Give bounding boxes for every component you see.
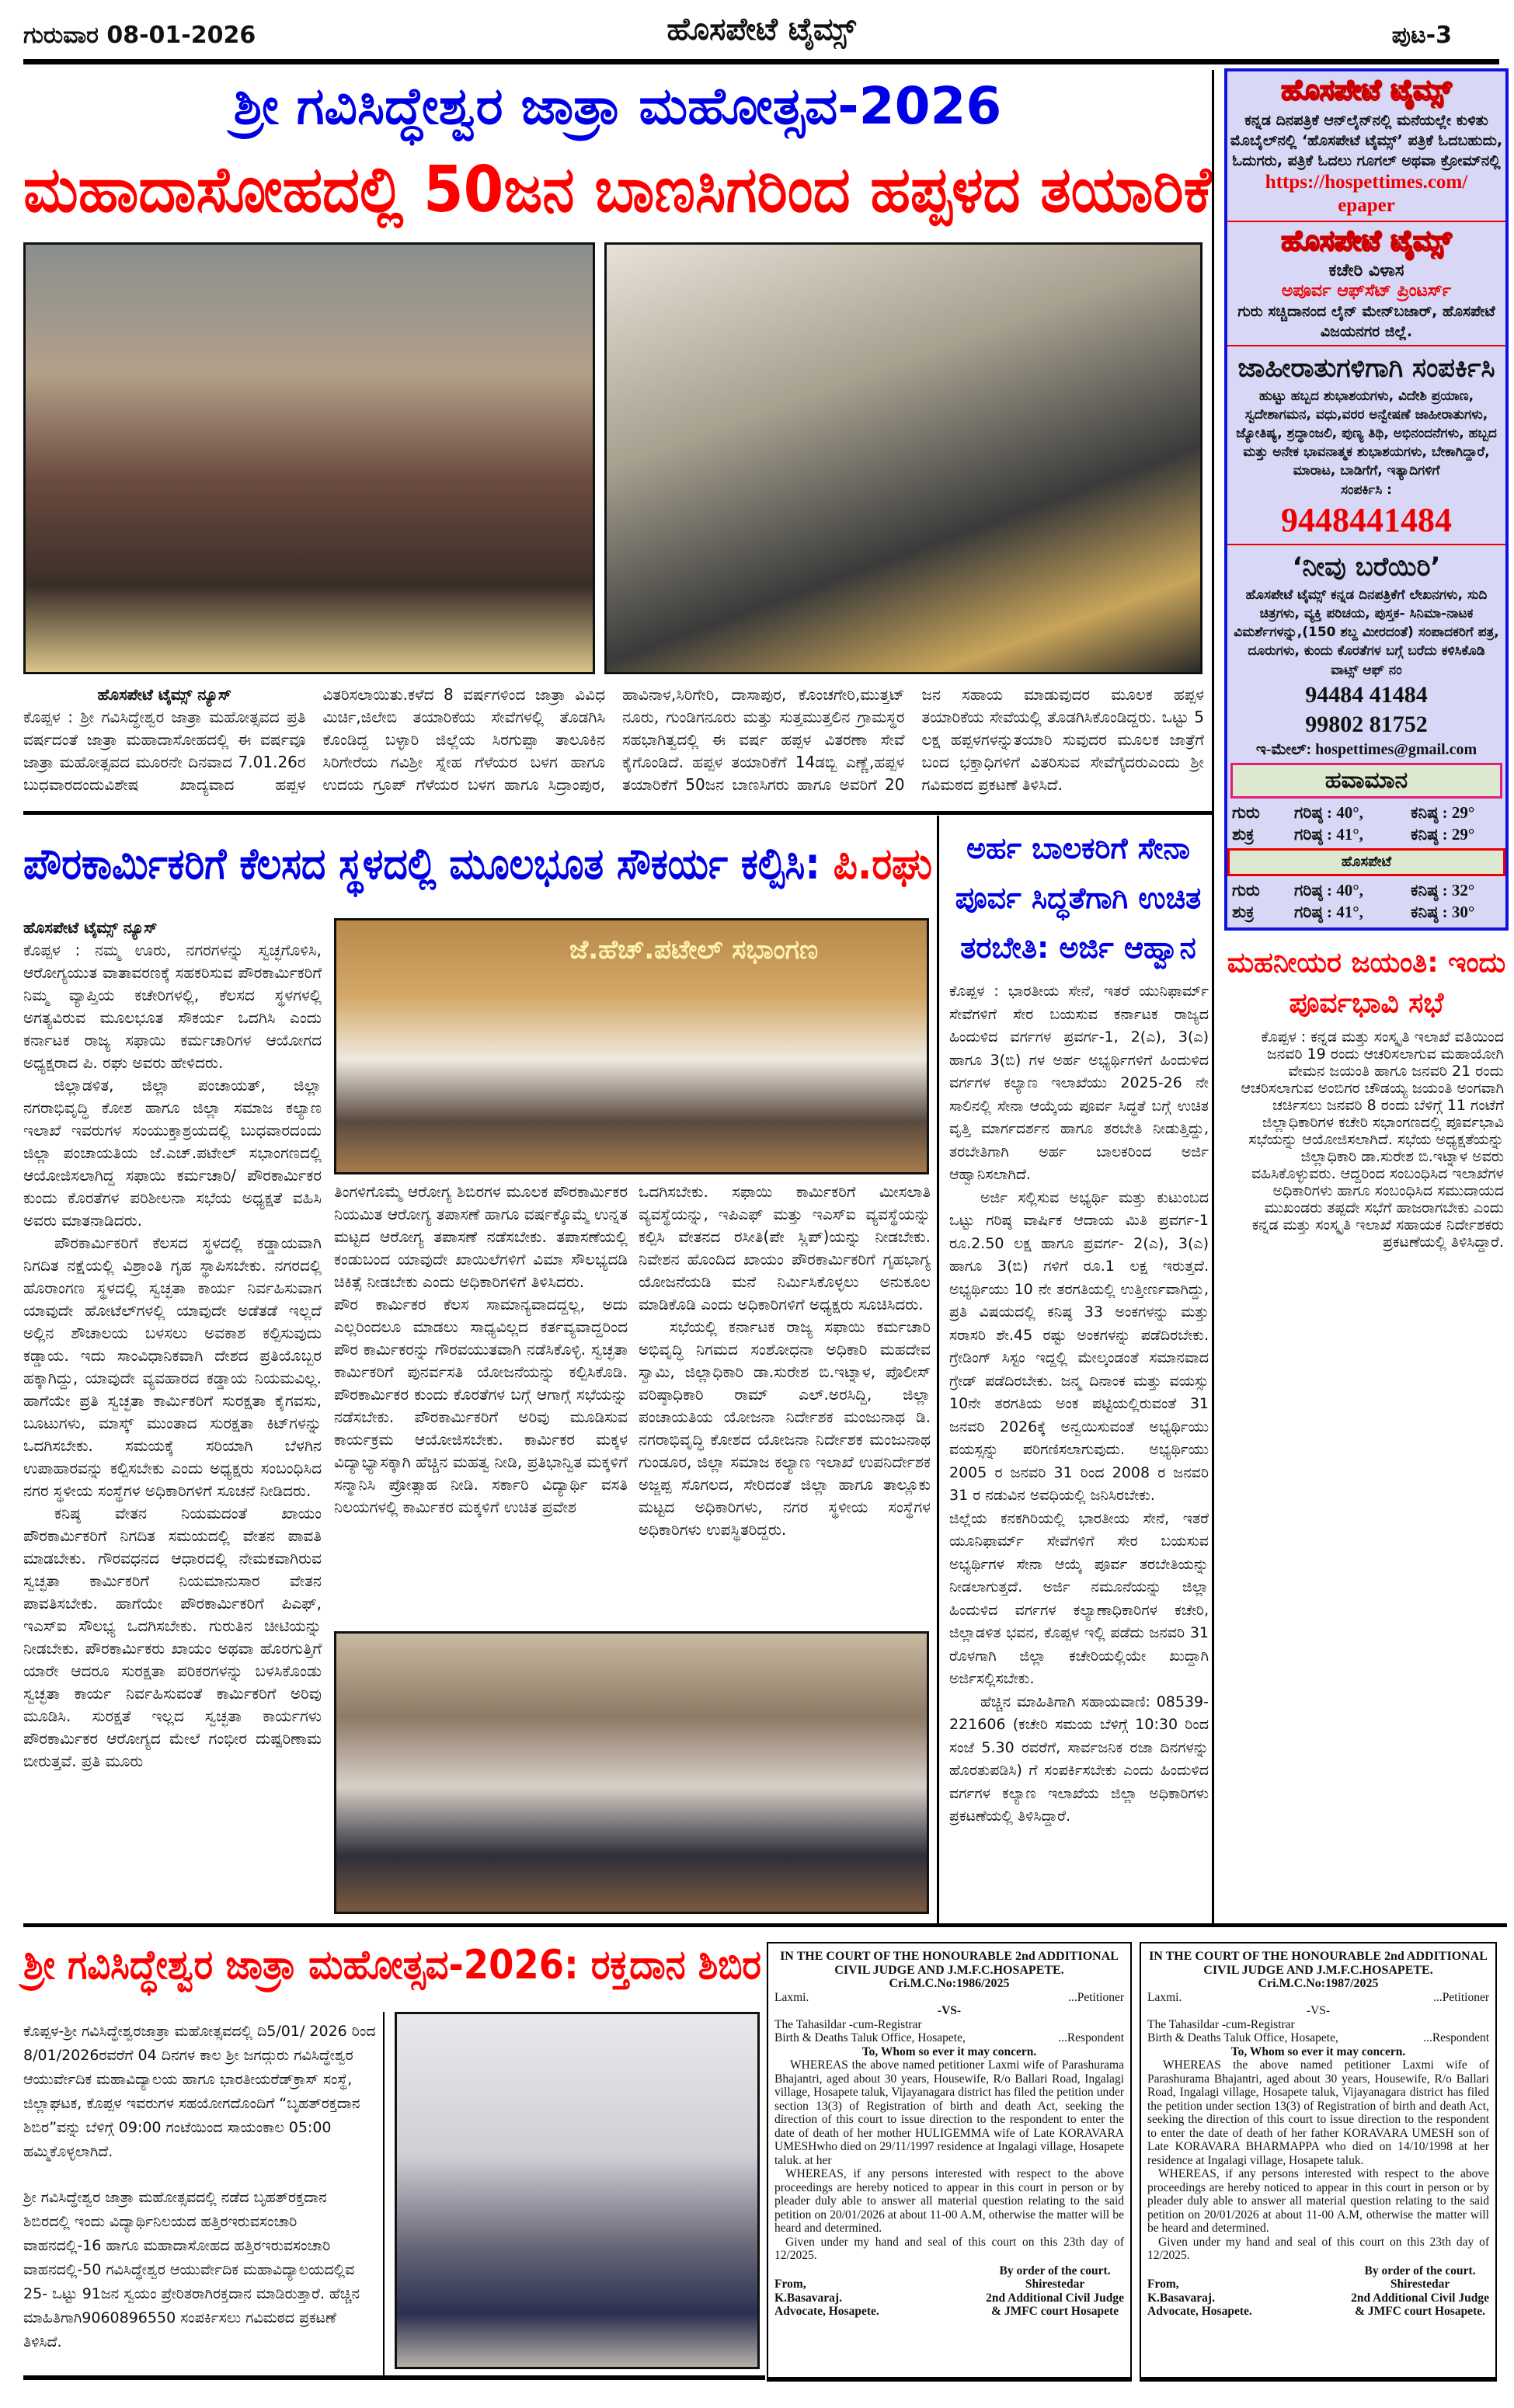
advocate-place: Advocate, Hosapete. — [774, 2305, 879, 2318]
sanitation-col1 — [23, 917, 322, 1773]
order-line: By order of the court. — [999, 2264, 1111, 2278]
petitioner-role: ...Petitioner — [1433, 1990, 1489, 2004]
section-rule — [23, 811, 1212, 815]
ads-phone: 9448441484 — [1281, 501, 1452, 539]
divider — [1227, 221, 1505, 222]
weather-table — [1227, 802, 1505, 845]
weather-day: ಗುರು — [1232, 881, 1260, 900]
sanitation-col2 — [334, 1181, 628, 1519]
issue-date: ಗುರುವಾರ 08-01-2026 — [23, 22, 256, 49]
whatsapp-phone-2: 99802 81752 — [1305, 712, 1428, 737]
case-number: Cri.M.C.No:1986/2025 — [889, 1977, 1010, 1990]
weather-min: ಕನಿಷ್ಠ : 29° — [1411, 825, 1475, 844]
weather-day: ಶುಕ್ರ — [1232, 903, 1255, 921]
write-to-us-text: ಹೊಸಪೇಟೆ ಟೈಮ್ಸ್ ಕನ್ನಡ ದಿನಪತ್ರಿಕೆಗೆ ಲೇಖನಗಳು, ಸುದಿ ಚಿತ್ರಗಳು, ವ್ಯಕ್ತಿ ಪರಿಚಯ, ಪುಸ್ತಕ- ಸಿನಿಮಾ-ನಾಟಕ ವಿಮರ್ಶೆಗಳನ್ನು,(150 ಶಬ್ದ ಮೀರದಂತೆ) ಸಂಪಾದಕರಿಗೆ ಪತ್ರ, ದೂರುಗಳು, ಕುಂದು ಕೊರತೆಗಳ ಬಗ್ಗೆ ಬರೆದು ಕಳಿಸಿಕೊಡಿ — [1234, 587, 1499, 659]
court-name: IN THE COURT OF THE HONOURABLE 2nd ADDITIONAL CIVIL JUDGE AND J.M.F.C.HOSAPETE. — [1149, 1950, 1488, 1977]
from-label: From, — [1147, 2278, 1179, 2291]
lead-headline: ಮಹಾದಾಸೋಹದಲ್ಲಿ 50ಜನ ಬಾಣಸಿಗರಿಂದ ಹಪ್ಪಳದ ತಯಾರಿಕೆ — [23, 153, 1212, 227]
respondent-role: ...Respondent — [1423, 2031, 1489, 2044]
paragraph: ಶ್ರೀ ಗವಿಸಿದ್ಧೇಶ್ವರ ಜಾತ್ರಾ ಮಹೋತ್ಸವದಲ್ಲಿ ನಡೆದ ಬೃಹತ್‌ರಕ್ತದಾನ ಶಿಬಿರದಲ್ಲಿ ಇಂದು ವಿದ್ಯಾರ್ಥಿನಿಲಯದ ಹತ್ತಿರಇರುವಸಂಚಾರಿ ವಾಹನದಲ್ಲಿ-16 ಹಾಗೂ ಮಹಾದಾಸೋಹದ ಹತ್ತಿರಇರುವಸಂಚಾರಿ ವಾಹನದಲ್ಲಿ-50 ಗವಿಸಿದ್ಧೇಶ್ವರ ಆಯುರ್ವೇದಿಕ ಮಹಾವಿದ್ಯಾಲಯದಲ್ಲಿವ 25- ಒಟ್ಟು 91ಜನ ಸ್ವಯಂ ಪ್ರೇರಿತರಾಗಿರಕ್ತದಾನ ಮಾಡಿರುತ್ತಾರೆ. ಹೆಚ್ಚಿನ ಮಾಹಿತಿಗಾಗಿ9060896550 ಸಂಪರ್ಕಿಸಲು ಗವಿಮಠದ ಪ್ರಕಟಣೆ ತಿಳಿಸಿದೆ. — [23, 2189, 360, 2351]
respondent-role: ...Respondent — [1058, 2031, 1124, 2044]
jayanti-headline: ಮಹನೀಯರ ಜಯಂತಿ: ಇಂದು ಪೂರ್ವಭಾವಿ ಸಭೆ — [1227, 947, 1506, 1019]
versus: -VS- — [937, 2004, 962, 2017]
from-label: From, — [774, 2278, 806, 2291]
court-name: IN THE COURT OF THE HONOURABLE 2nd ADDITIONAL CIVIL JUDGE AND J.M.F.C.HOSAPETE. — [780, 1950, 1119, 1977]
paragraph: ಕನಿಷ್ಠ ವೇತನ ನಿಯಮದಂತೆ ಖಾಯಂ ಪೌರಕಾರ್ಮಿಕರಿಗೆ ನಿಗದಿತ ಸಮಯದಲ್ಲಿ ವೇತನ ಪಾವತಿ ಮಾಡಬೇಕು. ಗೌರವಧನದ ಆಧಾರದಲ್ಲಿ ನೇಮಕವಾಗಿರುವ ಸ್ವಚ್ಛತಾ ಕಾರ್ಮಿಕರಿಗೆ ನಿಯಮಾನುಸಾರ ವೇತನ ಪಾವತಿಸಬೇಕು. ಹಾಗೆಯೇ ಪೌರಕಾರ್ಮಿಕರಿಗೆ ಪಿಎಫ್, ಇಎಸ್‌ಐ ಸೌಲಭ್ಯ ಒದಗಿಸಬೇಕು. ಗುರುತಿನ ಚೀಟಿಯನ್ನು ನೀಡಬೇಕು. ಪೌರಕಾರ್ಮಿಕರು ಖಾಯಂ ಅಥವಾ ಹೊರಗುತ್ತಿಗೆ ಯಾರೇ ಆದರೂ ಸುರಕ್ಷತಾ ಪರಿಕರಗಳನ್ನು ಬಳಸಿಕೊಂಡು ಸ್ವಚ್ಛತಾ ಕಾರ್ಯ ನಿರ್ವಹಿಸುವಂತೆ ಕಾರ್ಮಿಕರಿಗೆ ಅರಿವು ಮೂಡಿಸಿ. ಸುರಕ್ಷತೆ ಇಲ್ಲದ ಸ್ವಚ್ಛತಾ ಕಾರ್ಯಗಳು ಪೌರಕಾರ್ಮಿಕರ ಆರೋಗ್ಯದ ಮೇಲೆ ಗಂಭೀರ ದುಷ್ಪರಿಣಾಮ ಬೀರುತ್ತವೆ. ಪ್ರತಿ ಮೂರು — [23, 1504, 322, 1770]
paragraph: ಪೌರಕಾರ್ಮಿಕರಿಗೆ ಕೆಲಸದ ಸ್ಥಳದಲ್ಲಿ ಕಡ್ಡಾಯವಾಗಿ ನಿಗದಿತ ನಕ್ಷೆಯಲ್ಲಿ ವಿಶ್ರಾಂತಿ ಗೃಹ ಸ್ಥಾಪಿಸಬೇಕು. ನಗರದಲ್ಲಿ ಹೊರಾಂಗಣ ಸ್ಥಳದಲ್ಲಿ ಸ್ವಚ್ಛತಾ ಕಾರ್ಯ ನಿರ್ವಹಿಸುವಾಗ ಯಾವುದೇ ಹೋಟೆಲ್‌ಗಳಲ್ಲಿ ಯಾವುದೇ ಅಡೆತಡೆ ಇಲ್ಲದೆ ಅಲ್ಲಿನ ಶೌಚಾಲಯ ಬಳಸಲು ಅವಕಾಶ ಕಲ್ಪಿಸುವುದು ಕಡ್ಡಾಯ. ಇದು ಸಾಂವಿಧಾನಿಕವಾಗಿ ದೇಶದ ಪ್ರತಿಯೊಬ್ಬರ ಹಕ್ಕಾಗಿದ್ದು, ಯಾವುದೇ ವ್ಯವಹಾರದ ಕಡ್ಡಾಯ ನಿಯಮವಿಲ್ಲ. ಹಾಗೆಯೇ ಪ್ರತಿ ಸ್ವಚ್ಛತಾ ಕಾರ್ಮಿಕರಿಗೆ ಸುರಕ್ಷತಾ ಕೈಗವಸು, ಬೂಟುಗಳು, ಮಾಸ್ಕ್ ಮುಂತಾದ ಸುರಕ್ಷತಾ ಕಿಟ್‌ಗಳನ್ನು ಒದಗಿಸಬೇಕು. ಸಮಯಕ್ಕೆ ಸರಿಯಾಗಿ ಬೆಳಗಿನ ಉಪಾಹಾರವನ್ನು ಕಲ್ಪಿಸಬೇಕು ಎಂದು ಅಧ್ಯಕ್ಷರು ಸಂಬಂಧಿಸಿದ ನಗರ ಸ್ಥಳೀಯ ಸಂಸ್ಥೆಗಳ ಅಧಿಕಾರಿಗಳಿಗೆ ಸೂಚನೆ ನೀಡಿದರು. — [23, 1234, 322, 1500]
weather-max: ಗರಿಷ್ಠ : 41°, — [1294, 825, 1363, 844]
bottom-rule — [23, 2375, 765, 2380]
divider — [1227, 544, 1505, 545]
weather-row — [1227, 802, 1505, 823]
paragraph: WHEREAS the above named petitioner Laxmi wife of Parashurama Bhajantri, aged about 30 years, Housewife, R/o Ballari Road, Ingalagi village, Hosapete taluk, Vijayanagara district has filed the petition under section 13(3) of Registration of birth and death Act, seeking the direction of this court to issue direction to the respondent to enter the date of death of her mother HULIGEMMA wife of Late KORAVARA UMESHwho died on 29/11/1997 residence at Ingalagi village, Hosapete taluk. at her — [774, 2058, 1124, 2167]
printer-name: ಅಪೂರ್ವ ಆಫ್‌ಸೆಟ್ ಪ್ರಿಂಟರ್ಸ್ — [1281, 281, 1452, 301]
army-headline: ಅರ್ಹ ಬಾಲಕರಿಗೆ ಸೇನಾ ಪೂರ್ವ ಸಿದ್ಧತೆಗಾಗಿ ಉಚಿತ ತರಬೇತಿ: ಅರ್ಜಿ ಆಹ್ವಾನ — [955, 831, 1202, 965]
lead-article-body — [23, 684, 1204, 806]
court-notice-2 — [1140, 1942, 1497, 2382]
weather-day: ಶುಕ್ರ — [1232, 825, 1255, 844]
sanitation-byline: ಹೊಸಪೇಟೆ ಟೈಮ್ಸ್ ನ್ಯೂಸ್ — [23, 918, 158, 937]
weather-max: ಗರಿಷ್ಠ : 40°, — [1294, 803, 1363, 822]
blood-camp-body — [23, 2020, 377, 2354]
weather-min: ಕನಿಷ್ಠ : 32° — [1411, 881, 1475, 900]
divider — [1227, 345, 1505, 346]
court-notice-1 — [767, 1942, 1132, 2382]
sanitation-headline-name: ಪಿ.ರಘು — [833, 839, 932, 889]
weather-min: ಕನಿಷ್ಠ : 29° — [1411, 803, 1475, 822]
weather-min: ಕನಿಷ್ಠ : 30° — [1411, 903, 1475, 921]
petitioner-role: ...Petitioner — [1068, 1990, 1124, 2004]
weather-row — [1227, 879, 1505, 901]
respondent-office: Birth & Deaths Taluk Office, Hosapete, — [1147, 2031, 1338, 2044]
salutation: To, Whom so ever it may concern. — [861, 2044, 1037, 2058]
weather-max: ಗರಿಷ್ಠ : 40°, — [1294, 881, 1363, 900]
weather-city-table — [1227, 879, 1505, 923]
photo-banner-text: ಜೆ.ಹೆಚ್.ಪಟೇಲ್ ಸಭಾಂಗಣ — [569, 934, 819, 966]
sanitation-headline — [23, 830, 932, 900]
weather-city: ಹೊಸಪೇಟೆ — [1227, 848, 1505, 876]
paragraph: WHEREAS, if any persons interested with respect to the above proceedings are hereby noticed to appear in this court in person or by pleader duly able to answer all material question relating to the said petition on 20/01/2026 at about 11-00 A.M, otherwise the matter will be heard and determined. — [774, 2167, 1124, 2235]
petitioner: Laxmi. — [774, 1990, 809, 2004]
paragraph: ಜಿಲ್ಲೆಯ ಕನಕಗಿರಿಯಲ್ಲಿ ಭಾರತೀಯ ಸೇನೆ, ಇತರೆ ಯೂನಿಫಾರ್ಮ್ ಸೇವೆಗಳಿಗೆ ಸೇರ ಬಯಸುವ ಅಭ್ಯರ್ಥಿಗಳ ಸೇನಾ ಆಯ್ಕೆ ಪೂರ್ವ ತರಬೇತಿಯನ್ನು ನೀಡಲಾಗುತ್ತದೆ. ಅರ್ಜಿ ನಮೂನೆಯನ್ನು ಜಿಲ್ಲಾ ಹಿಂದುಳಿದ ವರ್ಗಗಳ ಕಲ್ಯಾಣಾಧಿಕಾರಿಗಳ ಕಚೇರಿ, ಜಿಲ್ಲಾಡಳಿತ ಭವನ, ಕೊಪ್ಪಳ ಇಲ್ಲಿ ಪಡೆದು ಜನವರಿ 31 ರೊಳಗಾಗಿ ಜಿಲ್ಲಾ ಕಚೇರಿಯಲ್ಲಿಯೇ ಖುದ್ದಾಗಿ ಅರ್ಜಿಸಲ್ಲಿಸಬೇಕು. — [949, 1509, 1209, 1687]
paragraph: Given under my hand and seal of this court on this 23th day of 12/2025. — [774, 2235, 1124, 2262]
office-address: ಗುರು ಸಚ್ಚಿದಾನಂದ ಲೈನ್ ಮೇನ್‌ಬಜಾರ್, ಹೊಸಪೇಟೆ ವಿಜಯನಗರ ಜಿಲ್ಲೆ. — [1237, 303, 1495, 340]
respondent: The Tahasildar -cum-Registrar — [1147, 2017, 1295, 2031]
paragraph: ಕೊಪ್ಪಳ : ನಮ್ಮ ಊರು, ನಗರಗಳನ್ನು ಸ್ವಚ್ಛಗೊಳಿಸಿ, ಆರೋಗ್ಯಯುತ ವಾತಾವರಣಕ್ಕೆ ಸಹಕರಿಸುವ ಪೌರಕಾರ್ಮಿಕರಿಗೆ ನಿಮ್ಮ ವ್ಯಾಪ್ತಿಯ ಕಚೇರಿಗಳಲ್ಲಿ, ಕೆಲಸದ ಸ್ಥಳಗಳಲ್ಲಿ ಅಗತ್ಯವಿರುವ ಮೂಲಭೂತ ಸೌಕರ್ಯ ಒದಗಿಸಿ ಎಂದು ಕರ್ನಾಟಕ ರಾಜ್ಯ ಸಫಾಯಿ ಕರ್ಮಚಾರಿಗಳ ಆಯೋಗದ ಅಧ್ಯಕ್ಷರಾದ ಪಿ. ರಘು ಅವರು ಹೇಳಿದರು. — [23, 941, 322, 1072]
paragraph: WHEREAS the above named petitioner Laxmi wife of Parashurama Bhajantri, aged about 30 years, Housewife, R/o Ballari Road, Ingalagi village, Hosapete taluk, Vijayanagara district has filed the petition under section 13(3) of Registration of birth and death Act, seeking the direction of this court to issue direction to the respondent to enter the date of death of her father KORAVARA UMESH son of Late KORAVARA BHARMAPPA who died on 14/10/1998 at her residence at Ingalagi village, Hosapete taluk. — [1147, 2058, 1489, 2167]
weather-row — [1227, 901, 1505, 923]
photo-papad-making-women — [23, 242, 595, 674]
paragraph: ಒದಗಿಸಬೇಕು. ಸಫಾಯಿ ಕಾರ್ಮಿಕರಿಗೆ ಮೀಸಲಾತಿ ವ್ಯವಸ್ಥೆಯನ್ನು, ಇಪಿಎಫ್ ಮತ್ತು ಇಎಸ್‌ಐ ವ್ಯವಸ್ಥೆಯನ್ನು ಕಲ್ಪಿಸಿ ವೇತನದ ರಸೀತಿ(ಪೇ ಸ್ಲಿಪ್)ಯನ್ನು ನೀಡಬೇಕು. ನಿವೇಶನ ಹೊಂದಿದ ಖಾಯಂ ಪೌರಕಾರ್ಮಿಕರಿಗೆ ಗೃಹಭಾಗ್ಯ ಯೋಜನೆಯಡಿ ಮನೆ ನಿರ್ಮಿಸಿಕೊಳ್ಳಲು ಅನುಕೂಲ ಮಾಡಿಕೊಡಿ ಎಂದು ಅಧಿಕಾರಿಗಳಿಗೆ ಅಧ್ಯಕ್ಷರು ಸೂಚಿಸಿದರು. — [639, 1182, 931, 1314]
ads-title: ಜಾಹೀರಾತುಗಳಿಗಾಗಿ ಸಂಪರ್ಕಿಸಿ — [1237, 353, 1495, 384]
epaper-link[interactable]: https://hospettimes.com/ — [1265, 172, 1468, 193]
order-line: By order of the court. — [1364, 2264, 1476, 2278]
army-article-body — [949, 980, 1209, 1829]
signatory: Shirestedar — [1025, 2278, 1085, 2291]
column-divider — [383, 2012, 385, 2377]
whatsapp-label: ವಾಟ್ಸ್ ಆಫ್ ನಂ — [1331, 663, 1402, 678]
sidebar-info-panel — [1224, 68, 1509, 931]
column-divider — [937, 816, 939, 1926]
versus: -VS- — [1306, 2004, 1331, 2017]
advocate-name: K.Basavaraj. — [774, 2291, 842, 2305]
paragraph: ಪೌರ ಕಾರ್ಮಿಕರ ಕೆಲಸ ಸಾಮಾನ್ಯವಾದದ್ದಲ್ಲ, ಅದು ಎಲ್ಲರಿಂದಲೂ ಮಾಡಲು ಸಾಧ್ಯವಿಲ್ಲದ ಕರ್ತವ್ಯವಾದ್ದರಿಂದ ಪೌರ ಕಾರ್ಮಿಕರನ್ನು ಗೌರವಯುತವಾಗಿ ನಡೆಸಿಕೊಳ್ಳಿ. ಸ್ವಚ್ಛತಾ ಕಾರ್ಮಿಕರಿಗೆ ಪುನರ್ವಸತಿ ಯೋಜನೆಯನ್ನು ಕಲ್ಪಿಸಿಕೊಡಿ. ಪೌರಕಾರ್ಮಿಕರ ಕುಂದು ಕೊರತೆಗಳ ಬಗ್ಗೆ ಆಗಾಗ್ಗೆ ಸಭೆಯನ್ನು ನಡೆಸಬೇಕು. ಪೌರಕಾರ್ಮಿಕರಿಗೆ ಅರಿವು ಮೂಡಿಸುವ ಕಾರ್ಯಕ್ರಮ ಆಯೋಜಿಸಬೇಕು. ಕಾರ್ಮಿಕರ ಮಕ್ಕಳ ವಿದ್ಯಾಭ್ಯಾಸಕ್ಕಾಗಿ ಹೆಚ್ಚಿನ ಮಹತ್ವ ನೀಡಿ, ಪ್ರತಿಭಾನ್ವಿತ ಮಕ್ಕಳಿಗೆ ಸನ್ಮಾನಿಸಿ ಪ್ರೋತ್ಸಾಹ ನೀಡಿ. ಸರ್ಕಾರಿ ವಿದ್ಯಾರ್ಥಿ ವಸತಿ ನಿಲಯಗಳಲ್ಲಿ ಕಾರ್ಮಿಕರ ಮಕ್ಕಳಿಗೆ ಉಚಿತ ಪ್ರವೇಶ — [334, 1295, 628, 1516]
lead-body-text: ಕೊಪ್ಪಳ : ಶ್ರೀ ಗವಿಸಿದ್ಧೇಶ್ವರ ಜಾತ್ರಾ ಮಹೋತ್ಸವದ ಪ್ರತಿ ವರ್ಷದಂತೆ ಜಾತ್ರಾ ಮಹಾದಾಸೋಹದಲ್ಲಿ ಈ ವರ್ಷವೂ ಜಾತ್ರಾ ಮಹೋತ್ಸವದ ಮೂರನೇ ದಿನವಾದ 7.01.26ರ ಬುಧವಾರದಂದುವಿಶೇಷ ಖಾದ್ಯವಾದ ಹಪ್ಪಳ ವಿತರಿಸಲಾಯಿತು.ಕಳೆದ 8 ವರ್ಷಗಳಿಂದ ಜಾತ್ರಾ ವಿವಿಧ ಮಿರ್ಚಿ,ಜಿಲೇಬಿ ತಯಾರಿಕೆಯ ಸೇವೆಗಳಲ್ಲಿ ತೊಡಗಿಸಿ ಕೊಂಡಿದ್ದ ಬಳ್ಳಾರಿ ಜಿಲ್ಲೆಯ ಸಿರಗುಪ್ಪಾ ತಾಲೂಕಿನ ಸಿರಿಗೇರೆಯ ಗವಿಶ್ರೀ ಸ್ನೇಹ ಗೆಳೆಯರ ಬಳಗ ಹಾಗೂ ಉದಯ ಗ್ರೂಪ್ ಗೆಳೆಯರ ಬಳಗ ಹಾಗೂ ಸಿದ್ರಾಂಪುರ, ಹಾವಿನಾಳ,ಸಿರಿಗೇರಿ, ದಾಸಾಪುರ, ಕೊಂಚಗೇರಿ,ಮುತ್ತಟ್ ನೂರು, ಗುಂಡಿಗನೂರು ಮತ್ತು ಸುತ್ತಮುತ್ತಲಿನ ಗ್ರಾಮಸ್ಥರ ಸಹಭಾಗಿತ್ವದಲ್ಲಿ ಈ ವರ್ಷ ಹಪ್ಪಳ ವಿತರಣಾ ಸೇವೆ ಕೈಗೊಂಡಿದೆ. ಹಪ್ಪಳ ತಯಾರಿಕೆಗೆ 14ಡಬ್ಬಿ ಎಣ್ಣೆ,ಹಪ್ಪಳ ತಯಾರಿಕೆಗೆ 50ಜನ ಬಾಣಸಿಗರು ಹಾಗೂ ಅವರಿಗೆ 20 ಜನ ಸಹಾಯ ಮಾಡುವುದರ ಮೂಲಕ ಹಪ್ಪಳ ತಯಾರಿಕೆಯ ಸೇವೆಯಲ್ಲಿ ತೊಡಗಿಸಿಕೊಂಡಿದ್ದರು. ಒಟ್ಟು 5 ಲಕ್ಷ ಹಪ್ಪಳಗಳನ್ನುತಯಾರಿ ಸುವುದರ ಮೂಲಕ ಜಾತ್ರೆಗೆ ಬಂದ ಭಕ್ತಾಧಿಗಳಿಗೆ ವಿತರಿಸುವ ಸೇವೆಗೈದರುಎಂದು ಶ್ರೀ ಗವಿಮಠದ ಪ್ರಕಟಣೆ ತಿಳಿಸಿದೆ. — [23, 685, 1204, 794]
paragraph: Given under my hand and seal of this court on this 23th day of 12/2025. — [1147, 2235, 1489, 2262]
weather-day: ಗುರು — [1232, 803, 1260, 822]
ads-text: ಹುಟ್ಟು ಹಬ್ಬದ ಶುಭಾಶಯಗಳು, ವಿದೇಶಿ ಪ್ರಯಾಣ, ಸ್ವದೇಶಾಗಮನ, ವಧು,ವರರ ಅನ್ವೇಷಣೆ ಜಾಹೀರಾತುಗಳು, ಜ್ಯೋತಿಷ್ಯ, ಶ್ರದ್ಧಾಂಜಲಿ, ಪುಣ್ಯ ತಿಥಿ, ಅಭಿನಂದನೆಗಳು, ಹಬ್ಬದ ಮತ್ತು ಅನೇಕ ಭಾವನಾತ್ಮಕ ಶುಭಾಶಯಗಳು, ಬೇಕಾಗಿದ್ದಾರೆ, ಮಾರಾಟ, ಬಾಡಿಗೆಗೆ, ಇತ್ಯಾದಿಗಳಿಗೆ — [1236, 388, 1497, 478]
epaper-link-suffix[interactable]: epaper — [1338, 195, 1395, 216]
paragraph: ಕೊಪ್ಪಳ : ಭಾರತೀಯ ಸೇನೆ, ಇತರೆ ಯುನಿಫಾರ್ಮ್ ಸೇವೆಗಳಿಗೆ ಸೇರ ಬಯಸುವ ಕರ್ನಾಟಕ ರಾಜ್ಯದ ಹಿಂದುಳಿದ ವರ್ಗಗಳ ಪ್ರವರ್ಗ-1, 2(ಎ), 3(ಎ) ಹಾಗೂ 3(ಬಿ) ಗಳ ಅರ್ಹ ಅಭ್ಯರ್ಥಿಗಳಿಗೆ ಹಿಂದುಳಿದ ವರ್ಗಗಳ ಕಲ್ಯಾಣ ಇಲಾಖೆಯು 2025-26 ನೇ ಸಾಲಿನಲ್ಲಿ ಸೇನಾ ಆಯ್ಕೆಯ ಪೂರ್ವ ಸಿದ್ಧತೆ ಬಗ್ಗೆ ಉಚಿತ ವೃತ್ತಿ ಮಾರ್ಗದರ್ಶನ ಹಾಗೂ ತರಬೇತಿ ನೀಡುತ್ತಿದ್ದು, ತರಬೇತಿಗಾಗಿ ಅರ್ಹ ಬಾಲಕರಿಂದ ಅರ್ಜಿ ಆಹ್ವಾನಿಸಲಾಗಿದೆ. — [949, 983, 1209, 1183]
weather-row — [1227, 823, 1505, 845]
photo-meeting-audience — [334, 1631, 929, 1914]
respondent-office: Birth & Deaths Taluk Office, Hosapete, — [774, 2031, 966, 2044]
sanitation-col3 — [639, 1181, 931, 1541]
paragraph: ಅರ್ಜಿ ಸಲ್ಲಿಸುವ ಅಭ್ಯರ್ಥಿ ಮತ್ತು ಕುಟುಂಬದ ಒಟ್ಟು ಗರಿಷ್ಠ ವಾರ್ಷಿಕ ಆದಾಯ ಮಿತಿ ಪ್ರವರ್ಗ-1 ರೂ.2.50 ಲಕ್ಷ ಹಾಗೂ ಪ್ರವರ್ಗ- 2(ಎ), 3(ಎ) ಹಾಗೂ 3(ಬಿ) ಗಳಿಗೆ ರೂ.1 ಲಕ್ಷ ಇರುತ್ತದೆ. ಅಭ್ಯರ್ಥಿಯು 10 ನೇ ತರಗತಿಯಲ್ಲಿ ಉತ್ತೀರ್ಣವಾಗಿದ್ದು, ಪ್ರತಿ ವಿಷಯದಲ್ಲಿ ಕನಿಷ್ಠ 33 ಅಂಕಗಳನ್ನು ಮತ್ತು ಸರಾಸರಿ ಶೇ.45 ರಷ್ಟು ಅಂಕಗಳನ್ನು ಪಡೆದಿರಬೇಕು. ಗ್ರೇಡಿಂಗ್ ಸಿಸ್ಟಂ ಇದ್ದಲ್ಲಿ ಮೇಲ್ಕಂಡಂತೆ ಸಮಾನವಾದ ಗ್ರೇಡ್ ಪಡೆದಿರಬೇಕು. ಜನ್ಮ ದಿನಾಂಕ ಮತ್ತು ವಯಸ್ಸು 10ನೇ ತರಗತಿಯ ಅಂಕ ಪಟ್ಟಿಯಲ್ಲಿರುವಂತೆ 31 ಜನವರಿ 2026ಕ್ಕೆ ಅನ್ವಯಿಸುವಂತೆ ಅಭ್ಯರ್ಥಿಯು ವಯಸ್ಸನ್ನು ಪರಿಗಣಿಸಲಾಗುವುದು. ಅಭ್ಯರ್ಥಿಯು 2005 ರ ಜನವರಿ 31 ರಿಂದ 2008 ರ ಜನವರಿ 31 ರ ನಡುವಿನ ಅವಧಿಯಲ್ಲಿ ಜನಿಸಿರಬೇಕು. — [949, 1188, 1209, 1504]
photo-blood-donation — [395, 2012, 760, 2369]
paragraph: ತಿಂಗಳಿಗೊಮ್ಮೆ ಆರೋಗ್ಯ ಶಿಬಿರಗಳ ಮೂಲಕ ಪೌರಕಾರ್ಮಿಕರ ನಿಯಮಿತ ಆರೋಗ್ಯ ತಪಾಸಣೆ ಹಾಗೂ ವರ್ಷಕ್ಕೊಮ್ಮೆ ಉನ್ನತ ಮಟ್ಟದ ಆರೋಗ್ಯ ತಪಾಸಣೆ ನಡೆಸಬೇಕು. ತಪಾಸಣೆಯಲ್ಲಿ ಕಂಡುಬಂದ ಯಾವುದೇ ಖಾಯಿಲೆಗಳಿಗೆ ವಿಮಾ ಸೌಲಭ್ಯದಡಿ ಚಿಕಿತ್ಸೆ ನೀಡಬೇಕು ಎಂದು ಅಧಿಕಾರಿಗಳಿಗೆ ತಿಳಿಸಿದರು. — [334, 1182, 628, 1291]
section-rule — [23, 1923, 1507, 1927]
paragraph: ಸಭೆಯಲ್ಲಿ ಕರ್ನಾಟಕ ರಾಜ್ಯ ಸಫಾಯಿ ಕರ್ಮಚಾರಿ ಅಭಿವೃದ್ಧಿ ನಿಗಮದ ಸಂಶೋಧನಾ ಅಧಿಕಾರಿ ಮಹದೇವ ಸ್ವಾಮಿ, ಜಿಲ್ಲಾಧಿಕಾರಿ ಡಾ.ಸುರೇಶ ಬಿ.ಇಟ್ನಾಳ, ಪೊಲೀಸ್ ವರಿಷ್ಠಾಧಿಕಾರಿ ರಾಮ್ ಎಲ್.ಅರಸಿದ್ದಿ, ಜಿಲ್ಲಾ ಪಂಚಾಯತಿಯ ಯೋಜನಾ ನಿರ್ದೇಶಕ ಮಂಜುನಾಥ ಡಿ. ನಗರಾಭಿವೃದ್ಧಿ ಕೋಶದ ಯೋಜನಾ ನಿರ್ದೇಶಕ ಮಂಜುನಾಥ ಗುಂಡೂರ, ಜಿಲ್ಲಾ ಸಮಾಜ ಕಲ್ಯಾಣ ಇಲಾಖೆ ಉಪನಿರ್ದೇಶಕ ಅಜ್ಜಪ್ಪ ಸೊಗಲದ, ಸೇರಿದಂತೆ ಜಿಲ್ಲಾ ಹಾಗೂ ತಾಲ್ಲೂಕು ಮಟ್ಟದ ಅಧಿಕಾರಿಗಳು, ನಗರ ಸ್ಥಳೀಯ ಸಂಸ್ಥೆಗಳ ಅಧಿಕಾರಿಗಳು ಉಪಸ್ಥಿತರಿದ್ದರು. — [639, 1317, 931, 1539]
photo-meeting-dais — [334, 918, 929, 1174]
epaper-text: ಕನ್ನಡ ದಿನಪತ್ರಿಕೆ ಆನ್‌ಲೈನ್‌ನಲ್ಲಿ ಮನೆಯಲ್ಲೇ ಕುಳಿತು ಮೊಬೈಲ್‌ನಲ್ಲಿ ‘ಹೊಸಪೇಟೆ ಟೈಮ್ಸ್’ ಪತ್ರಿಕೆ ಓದಬಹುದು, ಓದುಗರು, ಪತ್ರಿಕೆ ಓದಲು ಗೂಗಲ್ ಅಥವಾ ಕ್ರೋಮ್‌ನಲ್ಲಿ — [1230, 112, 1503, 169]
whatsapp-phone-1: 94484 41484 — [1305, 682, 1428, 708]
signatory-court: 2nd Additional Civil Judge — [986, 2291, 1124, 2305]
case-number: Cri.M.C.No:1987/2025 — [1258, 1977, 1379, 1990]
lead-kicker: ಶ್ರೀ ಗವಿಸಿದ್ಧೇಶ್ವರ ಜಾತ್ರಾ ಮಹೋತ್ಸವ-2026 — [233, 76, 1002, 136]
sidebar-logo: ಹೊಸಪೇಟೆ ಟೈಮ್ಸ್ — [1281, 75, 1452, 106]
signatory-place: & JMFC court Hosapete — [991, 2305, 1119, 2318]
paragraph: ಕೊಪ್ಪಳ-ಶ್ರೀ ಗವಿಸಿದ್ಧೇಶ್ವರಜಾತ್ರಾ ಮಹೋತ್ಸವದಲ್ಲಿ ದಿ5/01/ 2026 ರಿಂದ 8/01/2026ರವರೆಗೆ 04 ದಿನಗಳ ಕಾಲ ಶ್ರೀ ಜಗದ್ಗುರು ಗವಿಸಿದ್ಧೇಶ್ವರ ಆಯುರ್ವೇದಿಕ ಮಹಾವಿದ್ಯಾಲಯ ಹಾಗೂ ಭಾರತೀಯರೆಡ್‌ಕ್ರಾಸ್ ಸಂಸ್ಥೆ, ಜಿಲ್ಲಾಘಟಕ, ಕೊಪ್ಪಳ ಇವರುಗಳ ಸಹಯೋಗದೊಂದಿಗೆ “ಬೃಹತ್‌ರಕ್ತದಾನ ಶಿಬಿರ”ವನ್ನು ಬೆಳಿಗ್ಗೆ 09:00 ಗಂಟೆಯಿಂದ ಸಾಯಂಕಾಲ 05:00 ಹಮ್ಮಿಕೊಳ್ಳಲಾಗಿದೆ. — [23, 2023, 376, 2160]
blood-camp-headline: ಶ್ರೀ ಗವಿಸಿದ್ಧೇಶ್ವರ ಜಾತ್ರಾ ಮಹೋತ್ಸವ-2026: ರಕ್ತದಾನ ಶಿಬಿರ — [23, 1942, 761, 1989]
salutation: To, Whom so ever it may concern. — [1230, 2044, 1406, 2058]
sidebar-logo: ಹೊಸಪೇಟೆ ಟೈಮ್ಸ್ — [1281, 225, 1452, 257]
column-divider — [1212, 70, 1214, 1926]
right-column — [1224, 68, 1509, 1251]
office-label: ಕಚೇರಿ ವಿಳಾಸ — [1328, 261, 1404, 280]
ads-contact-label: ಸಂಪರ್ಕಿಸಿ : — [1341, 482, 1392, 498]
lead-byline: ಹೊಸಪೇಟೆ ಟೈಮ್ಸ್ ನ್ಯೂಸ್ — [97, 685, 231, 704]
sanitation-headline-main: ಪೌರಕಾರ್ಮಿಕರಿಗೆ ಕೆಲಸದ ಸ್ಥಳದಲ್ಲಿ ಮೂಲಭೂತ ಸೌಕರ್ಯ ಕಲ್ಪಿಸಿ: — [23, 839, 820, 889]
photo-papad-frying-men — [604, 242, 1202, 674]
paragraph: ಜಿಲ್ಲಾಡಳಿತ, ಜಿಲ್ಲಾ ಪಂಚಾಯತ್, ಜಿಲ್ಲಾ ನಗರಾಭಿವೃದ್ಧಿ ಕೋಶ ಹಾಗೂ ಜಿಲ್ಲಾ ಸಮಾಜ ಕಲ್ಯಾಣ ಇಲಾಖೆ ಇವರುಗಳ ಸಂಯುಕ್ತಾಶ್ರಯದಲ್ಲಿ ಬುಧವಾರದಂದು ಜಿಲ್ಲಾ ಪಂಚಾಯತಿಯ ಜೆ.ಎಚ್.ಪಟೇಲ್ ಸಭಾಂಗಣದಲ್ಲಿ ಆಯೋಜಿಸಲಾಗಿದ್ದ ಸಫಾಯಿ ಕರ್ಮಚಾರಿ/ ಪೌರಕಾರ್ಮಿಕರ ಕುಂದು ಕೊರತೆಗಳ ಪರಿಶೀಲನಾ ಸಭೆಯ ಅಧ್ಯಕ್ಷತೆ ವಹಿಸಿ ಅವರು ಮಾತನಾಡಿದರು. — [23, 1076, 322, 1230]
respondent: The Tahasildar -cum-Registrar — [774, 2017, 922, 2031]
write-to-us-title: ‘ನೀವು ಬರೆಯಿರಿ’ — [1292, 552, 1441, 583]
masthead-logo: ಹೊಸಪೇಟೆ ಟೈಮ್ಸ್ — [667, 11, 856, 47]
petitioner: Laxmi. — [1147, 1990, 1182, 2004]
paragraph: WHEREAS, if any persons interested with respect to the above proceedings are hereby noticed to appear in this court in person or by pleader duly able to answer all material question relating to the said petition on 20/01/2026 at about 11-00 A.M, otherwise the matter will be heard and determined. — [1147, 2167, 1489, 2235]
page-number: ಪುಟ-3 — [1391, 22, 1452, 49]
weather-max: ಗರಿಷ್ಠ : 41°, — [1294, 903, 1363, 921]
signatory: Shirestedar — [1390, 2278, 1450, 2291]
paragraph: ಹೆಚ್ಚಿನ ಮಾಹಿತಿಗಾಗಿ ಸಹಾಯವಾಣಿ: 08539-221606 (ಕಚೇರಿ ಸಮಯ ಬೆಳಿಗ್ಗೆ 10:30 ರಿಂದ ಸಂಜೆ 5.30 ರವರೆಗೆ, ಸಾರ್ವಜನಿಕ ರಜಾ ದಿನಗಳನ್ನು ಹೊರತುಪಡಿಸಿ) ಗೆ ಸಂಪರ್ಕಿಸಬೇಕು ಎಂದು ಹಿಂದುಳಿದ ವರ್ಗಗಳ ಕಲ್ಯಾಣ ಇಲಾಖೆಯ ಜಿಲ್ಲಾ ಅಧಿಕಾರಿಗಳು ಪ್ರಕಟಣೆಯಲ್ಲಿ ತಿಳಿಸಿದ್ದಾರೆ. — [949, 1693, 1209, 1825]
jayanti-body: ಕೊಪ್ಪಳ : ಕನ್ನಡ ಮತ್ತು ಸಂಸ್ಕೃತಿ ಇಲಾಖೆ ವತಿಯಿಂದ ಜನವರಿ 19 ರಂದು ಆಚರಿಸಲಾಗುವ ಮಹಾಯೋಗಿ ವೇಮನ ಜಯಂತಿ ಹಾಗೂ ಜನವರಿ 21 ರಂದು ಆಚರಿಸಲಾಗುವ ಅಂಬಿಗರ ಚೌಡಯ್ಯ ಜಯಂತಿ ಅಂಗವಾಗಿ ಚರ್ಚಿಸಲು ಜನವರಿ 8 ರಂದು ಬೆಳಿಗ್ಗೆ 11 ಗಂಟೆಗೆ ಜಿಲ್ಲಾಧಿಕಾರಿಗಳ ಕಚೇರಿ ಸಭಾಂಗಣದಲ್ಲಿ ಪೂರ್ವಭಾವಿ ಸಭೆಯನ್ನು ಆಯೋಜಿಸಲಾಗಿದೆ. ಸಭೆಯ ಅಧ್ಯಕ್ಷತೆಯನ್ನು ಜಿಲ್ಲಾಧಿಕಾರಿ ಡಾ.ಸುರೇಶ ಬಿ.ಇಟ್ನಾಳ ಅವರು ವಹಿಸಿಕೊಳ್ಳುವರು. ಆದ್ದರಿಂದ ಸಂಬಂಧಿಸಿದ ಇಲಾಖೆಗಳ ಅಧಿಕಾರಿಗಳು ಹಾಗೂ ಸಂಬಂಧಿಸಿದ ಸಮುದಾಯದ ಮುಖಂಡರು ತಪ್ಪದೇ ಸಭೆಗೆ ಹಾಜರಾಗಬೇಕು ಎಂದು ಕನ್ನಡ ಮತ್ತು ಸಂಸ್ಕೃತಿ ಇಲಾಖೆ ಸಹಾಯಕ ನಿರ್ದೇಶಕರು ಪ್ರಕಟಣೆಯಲ್ಲಿ ತಿಳಿಸಿದ್ದಾರೆ. — [1241, 1028, 1504, 1251]
weather-title: ಹವಾಮಾನ — [1230, 763, 1502, 799]
signatory-place: & JMFC court Hosapete. — [1355, 2305, 1485, 2318]
advocate-name: K.Basavaraj. — [1147, 2291, 1215, 2305]
header-rule — [23, 59, 1499, 64]
contact-email: ಇ-ಮೇಲ್: hospettimes@gmail.com — [1255, 741, 1477, 758]
signatory-court: 2nd Additional Civil Judge — [1351, 2291, 1489, 2305]
advocate-place: Advocate, Hosapete. — [1147, 2305, 1252, 2318]
